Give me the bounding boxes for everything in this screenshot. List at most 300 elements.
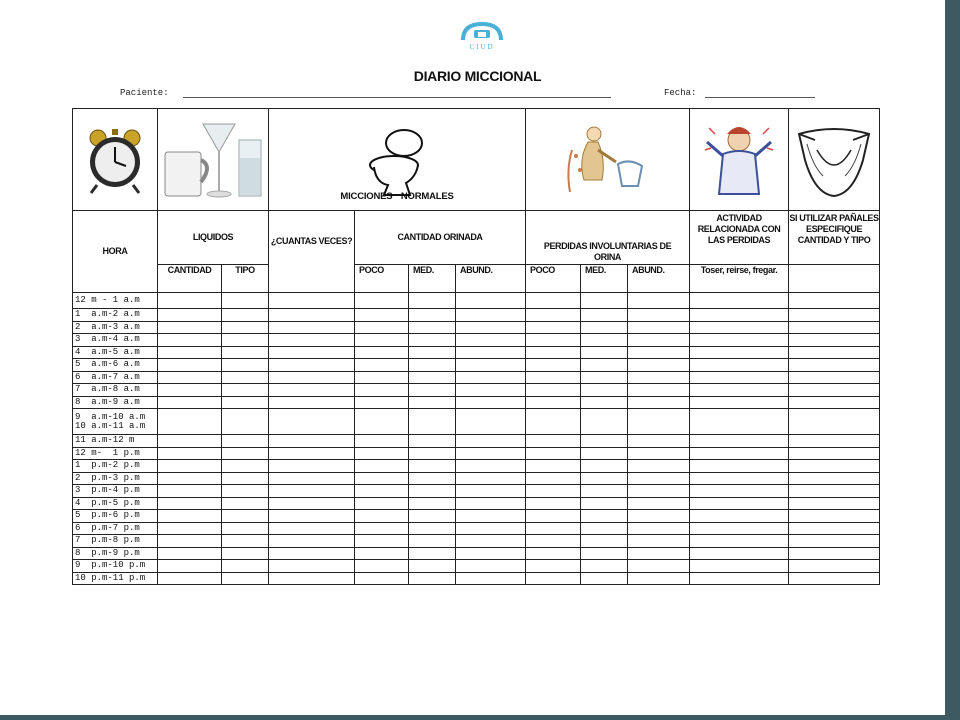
entry-cell[interactable] xyxy=(222,359,269,372)
entry-cell[interactable] xyxy=(158,334,222,347)
entry-cell[interactable] xyxy=(581,447,628,460)
entry-cell[interactable] xyxy=(628,447,690,460)
entry-cell[interactable] xyxy=(628,409,690,435)
entry-cell[interactable] xyxy=(269,309,355,322)
entry-cell[interactable] xyxy=(222,572,269,585)
leak-little-subheader: POCO xyxy=(526,265,581,293)
entry-cell[interactable] xyxy=(789,409,880,435)
entry-cell[interactable] xyxy=(526,309,581,322)
hour-range-cell: 11 a.m-12 m xyxy=(73,435,158,448)
liquids-type-subheader: TIPO xyxy=(222,265,269,293)
entry-cell[interactable] xyxy=(628,396,690,409)
hour-header: HORA xyxy=(73,211,158,293)
entry-cell[interactable] xyxy=(222,497,269,510)
entry-cell[interactable] xyxy=(409,497,456,510)
entry-cell[interactable] xyxy=(456,371,526,384)
table-row xyxy=(73,334,880,347)
entry-cell[interactable] xyxy=(690,535,789,548)
entry-cell[interactable] xyxy=(158,472,222,485)
entry-cell[interactable] xyxy=(628,547,690,560)
entry-cell[interactable] xyxy=(409,309,456,322)
entry-cell[interactable] xyxy=(409,472,456,485)
entry-cell[interactable] xyxy=(409,522,456,535)
voiding-diary-table xyxy=(72,108,880,585)
entry-cell[interactable] xyxy=(222,371,269,384)
entry-cell[interactable] xyxy=(581,547,628,560)
entry-cell[interactable] xyxy=(269,497,355,510)
entry-cell[interactable] xyxy=(628,497,690,510)
entry-cell[interactable] xyxy=(158,371,222,384)
logo-text: CIUD xyxy=(469,43,495,50)
hour-range-cell: 12 m- 1 p.m xyxy=(73,447,158,460)
entry-cell[interactable] xyxy=(581,560,628,573)
entry-cell[interactable] xyxy=(409,435,456,448)
entry-cell[interactable] xyxy=(355,435,409,448)
entry-cell[interactable] xyxy=(526,321,581,334)
entry-cell[interactable] xyxy=(409,384,456,397)
entry-cell[interactable] xyxy=(269,522,355,535)
table-row xyxy=(73,460,880,473)
hour-range-cell: 4 a.m-5 a.m xyxy=(73,346,158,359)
diaper-icon xyxy=(793,120,875,200)
entry-cell[interactable] xyxy=(526,346,581,359)
entry-cell[interactable] xyxy=(789,460,880,473)
entry-cell[interactable] xyxy=(269,371,355,384)
entry-cell[interactable] xyxy=(526,396,581,409)
entry-cell[interactable] xyxy=(690,293,789,309)
entry-cell[interactable] xyxy=(628,293,690,309)
entry-cell[interactable] xyxy=(158,309,222,322)
hour-range-cell: 2 p.m-3 p.m xyxy=(73,472,158,485)
laughing-woman-icon xyxy=(699,120,779,200)
entry-cell[interactable] xyxy=(355,409,409,435)
entry-cell[interactable] xyxy=(222,472,269,485)
entry-cell[interactable] xyxy=(269,460,355,473)
entry-cell[interactable] xyxy=(456,510,526,523)
entry-cell[interactable] xyxy=(789,485,880,498)
entry-cell[interactable] xyxy=(628,384,690,397)
entry-cell[interactable] xyxy=(628,460,690,473)
leakage-image-cell xyxy=(526,109,690,211)
entry-cell[interactable] xyxy=(526,409,581,435)
entry-cell[interactable] xyxy=(581,321,628,334)
entry-cell[interactable] xyxy=(690,460,789,473)
drinks-icon xyxy=(159,118,267,202)
entry-cell[interactable] xyxy=(409,409,456,435)
entry-cell[interactable] xyxy=(158,560,222,573)
entry-cell[interactable] xyxy=(690,560,789,573)
entry-cell[interactable] xyxy=(409,485,456,498)
entry-cell[interactable] xyxy=(581,396,628,409)
entry-cell[interactable] xyxy=(269,359,355,372)
entry-cell[interactable] xyxy=(789,435,880,448)
entry-cell[interactable] xyxy=(158,409,222,435)
entry-cell[interactable] xyxy=(690,334,789,347)
activity-image-cell xyxy=(690,109,789,211)
entry-cell[interactable] xyxy=(789,384,880,397)
entry-cell[interactable] xyxy=(581,522,628,535)
hour-range-cell: 10 p.m-11 p.m xyxy=(73,572,158,585)
entry-cell[interactable] xyxy=(690,321,789,334)
entry-cell[interactable] xyxy=(222,447,269,460)
entry-cell[interactable] xyxy=(789,346,880,359)
table-row xyxy=(73,321,880,334)
entry-cell[interactable] xyxy=(409,371,456,384)
entry-cell[interactable] xyxy=(222,321,269,334)
entry-cell[interactable] xyxy=(409,447,456,460)
entry-cell[interactable] xyxy=(690,346,789,359)
entry-cell[interactable] xyxy=(628,572,690,585)
entry-cell[interactable] xyxy=(222,384,269,397)
entry-cell[interactable] xyxy=(222,435,269,448)
entry-cell[interactable] xyxy=(581,293,628,309)
entry-cell[interactable] xyxy=(222,309,269,322)
entry-cell[interactable] xyxy=(409,535,456,548)
hour-range-cell: 6 p.m-7 p.m xyxy=(73,522,158,535)
entry-cell[interactable] xyxy=(581,497,628,510)
entry-cell[interactable] xyxy=(628,485,690,498)
entry-cell[interactable] xyxy=(269,447,355,460)
entry-cell[interactable] xyxy=(269,396,355,409)
entry-cell[interactable] xyxy=(628,522,690,535)
date-field[interactable] xyxy=(705,97,815,98)
entry-cell[interactable] xyxy=(789,560,880,573)
entry-cell[interactable] xyxy=(355,547,409,560)
entry-cell[interactable] xyxy=(456,321,526,334)
entry-cell[interactable] xyxy=(269,334,355,347)
entry-cell[interactable] xyxy=(789,497,880,510)
entry-cell[interactable] xyxy=(690,435,789,448)
entry-cell[interactable] xyxy=(526,572,581,585)
entry-cell[interactable] xyxy=(158,485,222,498)
entry-cell[interactable] xyxy=(269,472,355,485)
entry-cell[interactable] xyxy=(158,535,222,548)
entry-cell[interactable] xyxy=(269,485,355,498)
entry-cell[interactable] xyxy=(581,510,628,523)
entry-cell[interactable] xyxy=(158,359,222,372)
hour-range-cell: 9 p.m-10 p.m xyxy=(73,560,158,573)
entry-cell[interactable] xyxy=(158,447,222,460)
entry-cell[interactable] xyxy=(628,371,690,384)
entry-cell[interactable] xyxy=(355,371,409,384)
entry-cell[interactable] xyxy=(355,321,409,334)
leak-abundant-subheader: ABUND. xyxy=(628,265,690,293)
entry-cell[interactable] xyxy=(355,346,409,359)
related-activity-header: ACTIVIDAD RELACIONADA CON LAS PERDIDAS xyxy=(690,211,789,265)
hour-range-cell: 5 a.m-6 a.m xyxy=(73,359,158,372)
entry-cell[interactable] xyxy=(158,497,222,510)
entry-cell[interactable] xyxy=(158,547,222,560)
entry-cell[interactable] xyxy=(222,396,269,409)
entry-cell[interactable] xyxy=(581,572,628,585)
entry-cell[interactable] xyxy=(789,447,880,460)
entry-cell[interactable] xyxy=(789,396,880,409)
entry-cell[interactable] xyxy=(158,346,222,359)
hour-range-cell: 3 a.m-4 a.m xyxy=(73,334,158,347)
entry-cell[interactable] xyxy=(789,572,880,585)
hour-range-cell: 7 a.m-8 a.m xyxy=(73,384,158,397)
entry-cell[interactable] xyxy=(409,396,456,409)
entry-cell[interactable] xyxy=(409,334,456,347)
entry-cell[interactable] xyxy=(222,409,269,435)
voided-medium-subheader: MED. xyxy=(409,265,456,293)
entry-cell[interactable] xyxy=(269,346,355,359)
entry-cell[interactable] xyxy=(581,485,628,498)
entry-cell[interactable] xyxy=(158,460,222,473)
entry-cell[interactable] xyxy=(355,497,409,510)
entry-cell[interactable] xyxy=(355,472,409,485)
entry-cell[interactable] xyxy=(355,293,409,309)
voided-little-subheader: POCO xyxy=(355,265,409,293)
entry-cell[interactable] xyxy=(526,359,581,372)
entry-cell[interactable] xyxy=(269,409,355,435)
entry-cell[interactable] xyxy=(690,371,789,384)
entry-cell[interactable] xyxy=(355,485,409,498)
entry-cell[interactable] xyxy=(526,485,581,498)
normal-voiding-label: MICCIONES NORMALES xyxy=(340,191,454,202)
entry-cell[interactable] xyxy=(222,334,269,347)
entry-cell[interactable] xyxy=(456,535,526,548)
entry-cell[interactable] xyxy=(581,384,628,397)
entry-cell[interactable] xyxy=(690,497,789,510)
entry-cell[interactable] xyxy=(526,384,581,397)
table-row xyxy=(73,371,880,384)
entry-cell[interactable] xyxy=(269,547,355,560)
entry-cell[interactable] xyxy=(581,309,628,322)
entry-cell[interactable] xyxy=(269,435,355,448)
entry-cell[interactable] xyxy=(355,447,409,460)
entry-cell[interactable] xyxy=(456,472,526,485)
table-row xyxy=(73,535,880,548)
entry-cell[interactable] xyxy=(690,472,789,485)
entry-cell[interactable] xyxy=(222,522,269,535)
entry-cell[interactable] xyxy=(628,346,690,359)
entry-cell[interactable] xyxy=(269,293,355,309)
entry-cell[interactable] xyxy=(158,510,222,523)
table-row xyxy=(73,497,880,510)
entry-cell[interactable] xyxy=(222,560,269,573)
entry-cell[interactable] xyxy=(456,384,526,397)
patient-label: Paciente: xyxy=(120,88,169,98)
diaper-image-cell xyxy=(789,109,880,211)
table-row xyxy=(73,409,880,435)
entry-cell[interactable] xyxy=(581,435,628,448)
entry-cell[interactable] xyxy=(628,334,690,347)
entry-cell[interactable] xyxy=(355,359,409,372)
clock-cell xyxy=(73,109,158,211)
entry-cell[interactable] xyxy=(456,409,526,435)
entry-cell[interactable] xyxy=(355,384,409,397)
entry-cell[interactable] xyxy=(526,460,581,473)
entry-cell[interactable] xyxy=(456,547,526,560)
entry-cell[interactable] xyxy=(581,472,628,485)
entry-cell[interactable] xyxy=(456,497,526,510)
entry-cell[interactable] xyxy=(581,359,628,372)
entry-cell[interactable] xyxy=(581,409,628,435)
entry-cell[interactable] xyxy=(409,321,456,334)
entry-cell[interactable] xyxy=(628,309,690,322)
hour-range-cell: 8 p.m-9 p.m xyxy=(73,547,158,560)
entry-cell[interactable] xyxy=(409,560,456,573)
entry-cell[interactable] xyxy=(456,572,526,585)
entry-cell[interactable] xyxy=(222,460,269,473)
entry-cell[interactable] xyxy=(158,321,222,334)
hour-range-cell: 4 p.m-5 p.m xyxy=(73,497,158,510)
activity-example: Toser, reirse, fregar. xyxy=(690,265,789,293)
entry-cell[interactable] xyxy=(628,472,690,485)
entry-cell[interactable] xyxy=(690,485,789,498)
entry-cell[interactable] xyxy=(581,371,628,384)
entry-cell[interactable] xyxy=(628,435,690,448)
entry-cell[interactable] xyxy=(409,460,456,473)
entry-cell[interactable] xyxy=(789,522,880,535)
entry-cell[interactable] xyxy=(628,321,690,334)
entry-cell[interactable] xyxy=(456,334,526,347)
toilet-icon xyxy=(362,127,432,197)
patient-field[interactable] xyxy=(183,97,611,98)
entry-cell[interactable] xyxy=(628,535,690,548)
entry-cell[interactable] xyxy=(690,384,789,397)
entry-cell[interactable] xyxy=(690,409,789,435)
entry-cell[interactable] xyxy=(355,309,409,322)
entry-cell[interactable] xyxy=(158,435,222,448)
entry-cell[interactable] xyxy=(789,359,880,372)
entry-cell[interactable] xyxy=(456,435,526,448)
hour-range-cell: 6 a.m-7 a.m xyxy=(73,371,158,384)
table-row xyxy=(73,522,880,535)
liquids-quantity-subheader: CANTIDAD xyxy=(158,265,222,293)
entry-cell[interactable] xyxy=(355,572,409,585)
entry-cell[interactable] xyxy=(628,359,690,372)
entry-cell[interactable] xyxy=(456,396,526,409)
entry-cell[interactable] xyxy=(269,510,355,523)
entry-cell[interactable] xyxy=(789,293,880,309)
entry-cell[interactable] xyxy=(355,334,409,347)
entry-cell[interactable] xyxy=(789,472,880,485)
entry-cell[interactable] xyxy=(789,321,880,334)
entry-cell[interactable] xyxy=(789,334,880,347)
entry-cell[interactable] xyxy=(409,359,456,372)
entry-cell[interactable] xyxy=(456,293,526,309)
entry-cell[interactable] xyxy=(690,359,789,372)
entry-cell[interactable] xyxy=(456,309,526,322)
entry-cell[interactable] xyxy=(526,547,581,560)
entry-cell[interactable] xyxy=(355,560,409,573)
entry-cell[interactable] xyxy=(526,435,581,448)
entry-cell[interactable] xyxy=(628,560,690,573)
entry-cell[interactable] xyxy=(526,293,581,309)
entry-cell[interactable] xyxy=(222,346,269,359)
entry-cell[interactable] xyxy=(222,510,269,523)
entry-cell[interactable] xyxy=(222,547,269,560)
entry-cell[interactable] xyxy=(690,547,789,560)
entry-cell[interactable] xyxy=(526,522,581,535)
entry-cell[interactable] xyxy=(269,560,355,573)
table-row xyxy=(73,560,880,573)
entry-cell[interactable] xyxy=(269,535,355,548)
entry-cell[interactable] xyxy=(456,447,526,460)
entry-cell[interactable] xyxy=(355,522,409,535)
entry-cell[interactable] xyxy=(690,309,789,322)
entry-cell[interactable] xyxy=(526,371,581,384)
entry-cell[interactable] xyxy=(269,572,355,585)
entry-cell[interactable] xyxy=(409,572,456,585)
entry-cell[interactable] xyxy=(158,396,222,409)
entry-cell[interactable] xyxy=(789,510,880,523)
entry-cell[interactable] xyxy=(456,560,526,573)
entry-cell[interactable] xyxy=(581,535,628,548)
diapers-subheader-blank xyxy=(789,265,880,293)
entry-cell[interactable] xyxy=(456,460,526,473)
entry-cell[interactable] xyxy=(222,485,269,498)
table-row xyxy=(73,435,880,448)
entry-cell[interactable] xyxy=(222,535,269,548)
entry-cell[interactable] xyxy=(628,510,690,523)
entry-cell[interactable] xyxy=(690,447,789,460)
entry-cell[interactable] xyxy=(409,293,456,309)
entry-cell[interactable] xyxy=(269,321,355,334)
entry-cell[interactable] xyxy=(690,572,789,585)
entry-cell[interactable] xyxy=(690,510,789,523)
entry-cell[interactable] xyxy=(789,309,880,322)
entry-cell[interactable] xyxy=(581,346,628,359)
entry-cell[interactable] xyxy=(526,497,581,510)
entry-cell[interactable] xyxy=(526,560,581,573)
entry-cell[interactable] xyxy=(526,447,581,460)
how-many-times-header: ¿CUANTAS VECES? xyxy=(269,211,355,293)
entry-cell[interactable] xyxy=(526,334,581,347)
hour-range-cell: 12 m - 1 a.m xyxy=(73,293,158,309)
table-row xyxy=(73,346,880,359)
normal-voiding-image-cell xyxy=(269,109,526,211)
entry-cell[interactable] xyxy=(409,547,456,560)
entry-cell[interactable] xyxy=(789,371,880,384)
alarm-clock-icon xyxy=(83,125,147,195)
entry-cell[interactable] xyxy=(158,293,222,309)
entry-cell[interactable] xyxy=(158,522,222,535)
table-row xyxy=(73,396,880,409)
entry-cell[interactable] xyxy=(355,396,409,409)
liquids-header: LIQUIDOS xyxy=(158,211,269,265)
entry-cell[interactable] xyxy=(355,535,409,548)
entry-cell[interactable] xyxy=(355,460,409,473)
entry-cell[interactable] xyxy=(456,346,526,359)
entry-cell[interactable] xyxy=(158,572,222,585)
entry-cell[interactable] xyxy=(158,384,222,397)
entry-cell[interactable] xyxy=(789,535,880,548)
entry-cell[interactable] xyxy=(355,510,409,523)
diapers-header: SI UTILIZAR PAÑALES ESPECIFIQUE CANTIDAD Y TIPO xyxy=(789,211,880,265)
entry-cell[interactable] xyxy=(690,522,789,535)
entry-cell[interactable] xyxy=(456,485,526,498)
clinic-logo xyxy=(455,18,509,50)
entry-cell[interactable] xyxy=(526,472,581,485)
hour-range-cell: 8 a.m-9 a.m xyxy=(73,396,158,409)
entry-cell[interactable] xyxy=(222,293,269,309)
entry-cell[interactable] xyxy=(789,547,880,560)
entry-cell[interactable] xyxy=(456,522,526,535)
entry-cell[interactable] xyxy=(409,346,456,359)
entry-cell[interactable] xyxy=(581,334,628,347)
entry-cell[interactable] xyxy=(456,359,526,372)
entry-cell[interactable] xyxy=(690,396,789,409)
entry-cell[interactable] xyxy=(581,460,628,473)
entry-cell[interactable] xyxy=(269,384,355,397)
entry-cell[interactable] xyxy=(526,535,581,548)
entry-cell[interactable] xyxy=(526,510,581,523)
hour-range-cell: 7 p.m-8 p.m xyxy=(73,535,158,548)
entry-cell[interactable] xyxy=(409,510,456,523)
